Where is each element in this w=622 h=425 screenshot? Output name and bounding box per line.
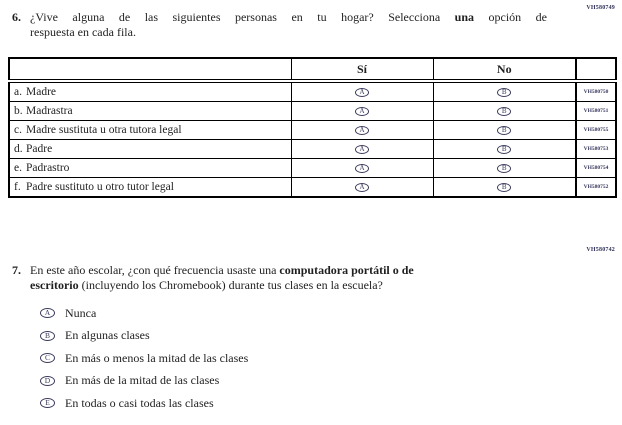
row-letter: f. <box>14 181 21 193</box>
answer-bubble-si[interactable] <box>355 126 369 135</box>
row-letter: c. <box>14 124 22 136</box>
row-label: Madrastra <box>26 105 73 117</box>
bubble-letter: D <box>44 375 51 385</box>
row-letter: d. <box>14 143 23 155</box>
table-row-madre <box>9 81 616 102</box>
answer-bubble-no[interactable] <box>497 88 511 97</box>
answer-bubble-si[interactable] <box>355 183 369 192</box>
option-label: Nunca <box>65 305 97 320</box>
option-mas-de-mitad <box>40 374 248 388</box>
answer-bubble-no[interactable] <box>497 126 511 135</box>
header-no: No <box>433 58 576 81</box>
bubble-letter: E <box>45 398 50 408</box>
q6-text-line1 <box>30 10 547 25</box>
answer-bubble-si[interactable] <box>355 107 369 116</box>
row-label: Madre sustituta u otra tutora legal <box>26 124 182 136</box>
answer-bubble-no[interactable] <box>497 164 511 173</box>
answer-bubble-no[interactable] <box>497 107 511 116</box>
row-item-code: VH580755 <box>576 121 616 140</box>
answer-bubble-d[interactable] <box>40 376 55 386</box>
answer-bubble-si[interactable] <box>355 88 369 97</box>
row-label: Padre sustituto u otro tutor legal <box>26 181 174 193</box>
row-item-code: VH580753 <box>576 140 616 159</box>
bubble-letter: B <box>501 106 507 115</box>
q7-options <box>40 306 248 419</box>
bubble-letter: B <box>501 144 507 153</box>
option-algunas-clases <box>40 329 248 343</box>
table-row-padre <box>9 140 616 159</box>
bubble-letter: C <box>44 353 50 363</box>
row-item-code: VH580751 <box>576 102 616 121</box>
row-label: Padrastro <box>26 162 70 174</box>
answer-bubble-a[interactable] <box>40 308 55 318</box>
bubble-letter: A <box>359 144 365 153</box>
q7-text-line2-post: (incluyendo los Chromebook) durante tus clases en la escuela? <box>78 278 383 292</box>
q6-text-line1-pre: ¿Vive alguna de las siguientes personas en tu hogar? Selecciona <box>30 10 455 24</box>
option-label: En más de la mitad de las clases <box>65 373 220 387</box>
q7-text-line1 <box>30 263 550 278</box>
bubble-letter: B <box>501 182 507 191</box>
answer-bubble-e[interactable] <box>40 398 55 408</box>
bubble-letter: B <box>501 163 507 172</box>
q6-text-line1-bold: una <box>454 10 475 24</box>
q6-item-code: VH580749 <box>586 5 615 11</box>
row-item-code: VH580750 <box>576 81 616 102</box>
option-label: En más o menos la mitad de las clases <box>65 350 249 365</box>
header-code-empty-cell <box>576 58 616 81</box>
option-nunca <box>40 306 248 320</box>
row-item-code: VH580754 <box>576 159 616 178</box>
row-letter: b. <box>14 105 23 117</box>
q7-text-line1-pre: En este año escolar, ¿con qué frecuencia usaste una <box>30 263 280 277</box>
q6-text-line1-post: opción de <box>474 10 547 24</box>
bubble-letter: A <box>359 87 365 96</box>
question-7 <box>12 263 550 293</box>
row-label: Padre <box>26 143 53 155</box>
table-row-padre-sustituto <box>9 178 616 198</box>
row-letter: a. <box>14 86 22 98</box>
answer-bubble-c[interactable] <box>40 353 55 363</box>
option-label: En todas o casi todas las clases <box>65 395 214 410</box>
answer-bubble-si[interactable] <box>355 145 369 154</box>
bubble-letter: A <box>44 308 51 318</box>
bubble-letter: B <box>501 125 507 134</box>
option-todas-casi-todas <box>40 396 248 410</box>
bubble-letter: A <box>359 163 365 172</box>
bubble-letter: A <box>359 106 365 115</box>
q6-response-table <box>8 57 617 198</box>
bubble-letter: B <box>44 330 50 340</box>
header-empty-cell <box>9 58 291 81</box>
question-6 <box>12 10 547 39</box>
bubble-letter: B <box>501 87 507 96</box>
answer-bubble-si[interactable] <box>355 164 369 173</box>
q7-number: 7. <box>12 263 21 277</box>
table-row-padrastro <box>9 159 616 178</box>
answer-bubble-b[interactable] <box>40 331 55 341</box>
table-row-madrastra <box>9 102 616 121</box>
q6-text-line2: respuesta en cada fila. <box>30 24 136 39</box>
q7-text <box>30 263 550 293</box>
q6-text <box>30 10 547 39</box>
table-row-madre-sustituta <box>9 121 616 140</box>
row-label: Madre <box>26 86 57 98</box>
table-header-row <box>9 58 616 81</box>
q7-text-line2 <box>30 278 550 293</box>
row-letter: e. <box>14 162 22 174</box>
row-item-code: VH580752 <box>576 178 616 198</box>
q7-text-line2-bold: escritorio <box>30 278 79 292</box>
bubble-letter: A <box>359 125 365 134</box>
header-si: Sí <box>291 58 433 81</box>
answer-bubble-no[interactable] <box>497 183 511 192</box>
q6-number: 6. <box>12 10 21 24</box>
answer-bubble-no[interactable] <box>497 145 511 154</box>
option-label: En algunas clases <box>65 328 150 342</box>
q7-item-code: VH580742 <box>586 247 615 253</box>
q7-text-line1-bold: computadora portátil o de <box>279 263 414 277</box>
option-mas-o-menos-mitad <box>40 351 248 365</box>
bubble-letter: A <box>359 182 365 191</box>
